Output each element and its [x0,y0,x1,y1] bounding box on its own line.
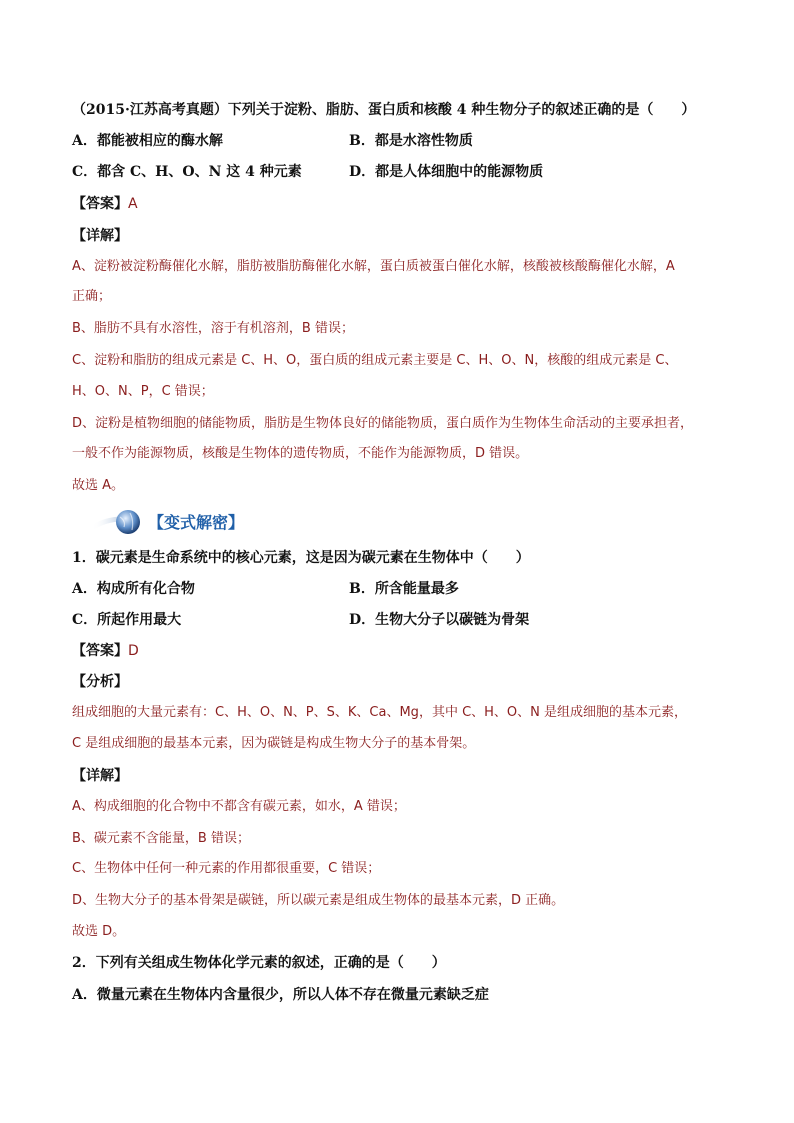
detail-line: A、构成细胞的化合物中不都含有碳元素，如水，A 错误； [72,799,406,814]
option-b: B．所含能量最多 [349,581,459,597]
detail-line: C、生物体中任何一种元素的作用都很重要，C 错误； [72,861,381,876]
option-a: A．构成所有化合物 [72,581,195,597]
question-stem: 2．下列有关组成生物体化学元素的叙述，正确的是（ ） [72,955,446,971]
answer-line [72,194,138,214]
banner-title: 【变式解密】 [148,513,245,532]
option-c: C．都含 C、H、O、N 这 4 种元素 [72,164,302,180]
detail-line: 故选 D。 [72,924,126,939]
answer-line [72,641,139,661]
detail-line: 正确； [72,289,112,304]
detail-tag: 【详解】 [72,768,128,784]
answer-value: A [128,196,138,212]
option-row [72,579,459,599]
option-a: A．都能被相应的酶水解 [72,133,223,149]
answer-tag: 【答案】 [72,643,128,659]
answer-value: D [128,643,139,659]
option-d: D．都是人体细胞中的能源物质 [349,164,544,180]
detail-line: D、淀粉是植物细胞的储能物质，脂肪是生物体良好的储能物质，蛋白质作为生物体生命活动的主要承担者， [72,416,694,431]
detail-line: 一般不作为能源物质，核酸是生物体的遗传物质，不能作为能源物质，D 错误。 [72,446,529,461]
option-a: A．微量元素在生物体内含量很少，所以人体不存在微量元素缺乏症 [72,987,489,1003]
detail-tag: 【详解】 [72,228,128,244]
detail-line: C、淀粉和脂肪的组成元素是 C、H、O，蛋白质的组成元素主要是 C、H、O、N，核酸的组成元素是 C、 [72,353,678,368]
answer-tag: 【答案】 [72,196,128,212]
option-b: B．都是水溶性物质 [349,133,473,149]
detail-line: D、生物大分子的基本骨架是碳链，所以碳元素是组成生物体的最基本元素，D 正确。 [72,893,565,908]
detail-line: B、碳元素不含能量，B 错误； [72,831,250,846]
option-row [72,162,544,182]
detail-line: B、脂肪不具有水溶性，溶于有机溶剂，B 错误； [72,321,354,336]
option-row [72,610,530,630]
question-stem: （2015·江苏高考真题）下列关于淀粉、脂肪、蛋白质和核酸 4 种生物分子的叙述正确的是（ ） [72,102,696,118]
option-row [72,131,473,151]
globe-icon [90,506,150,538]
detail-line: A、淀粉被淀粉酶催化水解，脂肪被脂肪酶催化水解，蛋白质被蛋白催化水解，核酸被核酸酶催化水解，A [72,259,675,274]
detail-line: 故选 A。 [72,478,125,493]
option-c: C．所起作用最大 [72,612,182,628]
analysis-tag: 【分析】 [72,674,128,690]
analysis-line: 组成细胞的大量元素有：C、H、O、N、P、S、K、Ca、Mg，其中 C、H、O、N 是组成细胞的基本元素， [72,705,688,720]
detail-line: H、O、N、P，C 错误； [72,384,214,399]
section-banner [90,506,310,538]
option-d: D．生物大分子以碳链为骨架 [349,612,530,628]
question-stem: 1．碳元素是生命系统中的核心元素，这是因为碳元素在生物体中（ ） [72,550,530,566]
analysis-line: C 是组成细胞的最基本元素，因为碳链是构成生物大分子的基本骨架。 [72,736,476,751]
